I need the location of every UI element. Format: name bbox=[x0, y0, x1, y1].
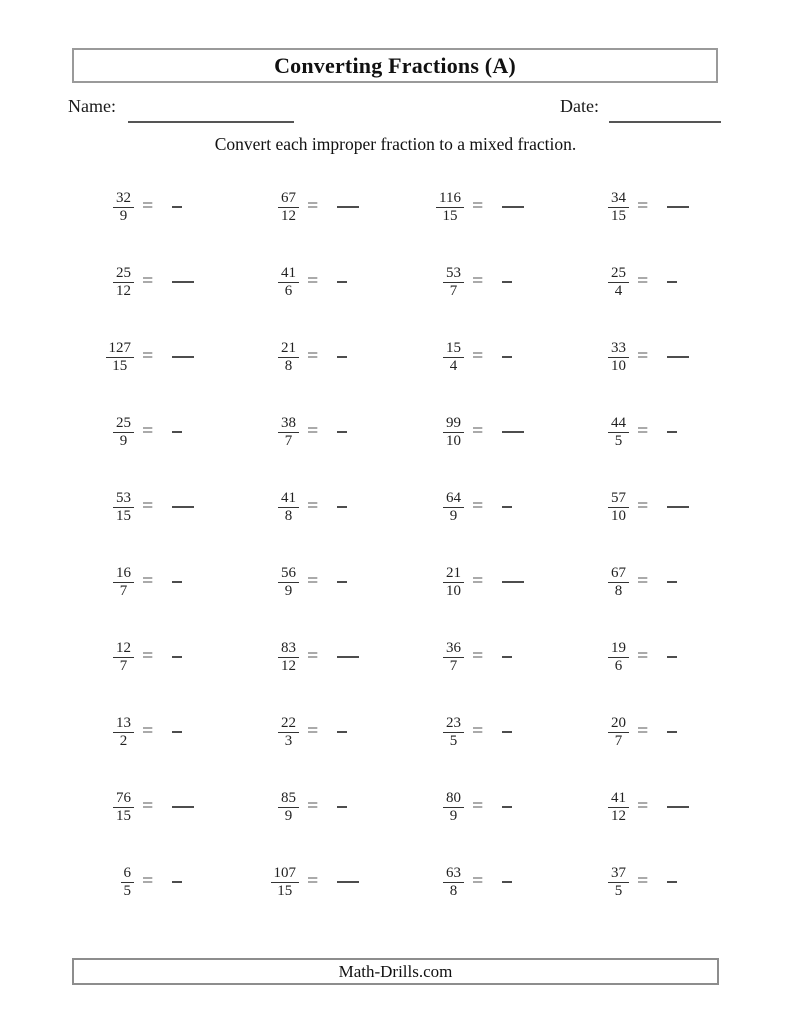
name-label: Name: bbox=[68, 96, 116, 116]
equals-sign: = bbox=[637, 270, 649, 292]
denominator: 5 bbox=[608, 432, 629, 450]
improper-fraction bbox=[243, 265, 299, 300]
numerator: 36 bbox=[446, 640, 461, 656]
answer-blank bbox=[502, 281, 512, 283]
fraction-problem bbox=[573, 395, 738, 470]
answer-blank bbox=[172, 656, 182, 658]
fraction-problem bbox=[408, 620, 573, 695]
fraction-problem bbox=[408, 245, 573, 320]
answer-blank bbox=[172, 356, 194, 358]
denominator: 15 bbox=[113, 507, 134, 525]
numerator: 99 bbox=[446, 415, 461, 431]
improper-fraction bbox=[408, 340, 464, 375]
denominator: 5 bbox=[121, 882, 135, 900]
equals-sign: = bbox=[472, 345, 484, 367]
equals-sign: = bbox=[307, 195, 319, 217]
denominator: 9 bbox=[113, 207, 134, 225]
equals-sign: = bbox=[307, 270, 319, 292]
denominator: 7 bbox=[113, 582, 134, 600]
name-date-row bbox=[0, 94, 791, 126]
equals-sign: = bbox=[637, 795, 649, 817]
equals-sign: = bbox=[142, 495, 154, 517]
equals-sign: = bbox=[472, 570, 484, 592]
equals-sign: = bbox=[472, 720, 484, 742]
numerator: 64 bbox=[446, 490, 461, 506]
equals-sign: = bbox=[307, 570, 319, 592]
fraction-problem bbox=[243, 545, 408, 620]
improper-fraction bbox=[408, 190, 464, 225]
fraction-problem bbox=[243, 620, 408, 695]
improper-fraction bbox=[78, 265, 134, 300]
denominator: 3 bbox=[278, 732, 299, 750]
fraction-problem bbox=[573, 620, 738, 695]
equals-sign: = bbox=[307, 420, 319, 442]
equals-sign: = bbox=[472, 795, 484, 817]
answer-blank bbox=[502, 581, 524, 583]
denominator: 9 bbox=[443, 807, 464, 825]
fraction-problem bbox=[78, 695, 243, 770]
answer-blank bbox=[337, 731, 347, 733]
fraction-problem bbox=[243, 845, 408, 920]
answer-blank bbox=[337, 431, 347, 433]
fraction-problem bbox=[78, 320, 243, 395]
equals-sign: = bbox=[142, 795, 154, 817]
answer-blank bbox=[337, 356, 347, 358]
numerator: 21 bbox=[281, 340, 296, 356]
numerator: 22 bbox=[281, 715, 296, 731]
answer-blank bbox=[337, 281, 347, 283]
equals-sign: = bbox=[142, 870, 154, 892]
improper-fraction bbox=[78, 490, 134, 525]
numerator: 38 bbox=[281, 415, 296, 431]
improper-fraction bbox=[408, 490, 464, 525]
numerator: 127 bbox=[108, 340, 131, 356]
equals-sign: = bbox=[142, 420, 154, 442]
answer-blank bbox=[502, 881, 512, 883]
answer-blank bbox=[172, 206, 182, 208]
equals-sign: = bbox=[307, 495, 319, 517]
answer-blank bbox=[667, 356, 689, 358]
denominator: 5 bbox=[443, 732, 464, 750]
improper-fraction bbox=[573, 715, 629, 750]
equals-sign: = bbox=[637, 645, 649, 667]
fraction-problem bbox=[408, 470, 573, 545]
numerator: 116 bbox=[439, 190, 461, 206]
numerator: 16 bbox=[116, 565, 131, 581]
numerator: 12 bbox=[116, 640, 131, 656]
fraction-problem bbox=[408, 845, 573, 920]
numerator: 32 bbox=[116, 190, 131, 206]
improper-fraction bbox=[573, 415, 629, 450]
improper-fraction bbox=[408, 865, 464, 900]
denominator: 10 bbox=[443, 582, 464, 600]
improper-fraction bbox=[78, 790, 134, 825]
denominator: 10 bbox=[608, 357, 629, 375]
title-box bbox=[72, 48, 718, 83]
denominator: 8 bbox=[608, 582, 629, 600]
numerator: 41 bbox=[281, 265, 296, 281]
denominator: 8 bbox=[443, 882, 464, 900]
improper-fraction bbox=[243, 790, 299, 825]
equals-sign: = bbox=[637, 420, 649, 442]
improper-fraction bbox=[573, 340, 629, 375]
improper-fraction bbox=[243, 640, 299, 675]
numerator: 25 bbox=[116, 265, 131, 281]
improper-fraction bbox=[573, 265, 629, 300]
equals-sign: = bbox=[637, 345, 649, 367]
answer-blank bbox=[337, 656, 359, 658]
denominator: 7 bbox=[443, 657, 464, 675]
fraction-problem bbox=[78, 620, 243, 695]
fraction-problem bbox=[573, 770, 738, 845]
answer-blank bbox=[502, 431, 524, 433]
answer-blank bbox=[337, 506, 347, 508]
numerator: 80 bbox=[446, 790, 461, 806]
fraction-problem bbox=[243, 320, 408, 395]
numerator: 107 bbox=[273, 865, 296, 881]
numerator: 23 bbox=[446, 715, 461, 731]
fraction-problem bbox=[408, 395, 573, 470]
improper-fraction bbox=[573, 565, 629, 600]
fraction-problem bbox=[408, 170, 573, 245]
improper-fraction bbox=[408, 565, 464, 600]
fraction-problem bbox=[78, 845, 243, 920]
improper-fraction bbox=[408, 715, 464, 750]
fraction-problem bbox=[243, 245, 408, 320]
equals-sign: = bbox=[142, 195, 154, 217]
answer-blank bbox=[337, 806, 347, 808]
denominator: 4 bbox=[443, 357, 464, 375]
answer-blank bbox=[172, 281, 194, 283]
answer-blank bbox=[667, 806, 689, 808]
equals-sign: = bbox=[637, 495, 649, 517]
fraction-problem bbox=[243, 770, 408, 845]
numerator: 33 bbox=[611, 340, 626, 356]
equals-sign: = bbox=[637, 570, 649, 592]
improper-fraction bbox=[573, 790, 629, 825]
fraction-problem bbox=[243, 395, 408, 470]
improper-fraction bbox=[243, 715, 299, 750]
answer-blank bbox=[172, 806, 194, 808]
fraction-problem bbox=[78, 245, 243, 320]
instruction-text: Convert each improper fraction to a mixed fraction. bbox=[214, 134, 577, 154]
denominator: 15 bbox=[271, 882, 300, 900]
answer-blank bbox=[502, 506, 512, 508]
improper-fraction bbox=[408, 415, 464, 450]
answer-blank bbox=[337, 581, 347, 583]
fraction-problem bbox=[243, 170, 408, 245]
name-blank-line bbox=[128, 121, 294, 123]
numerator: 44 bbox=[611, 415, 626, 431]
numerator: 6 bbox=[123, 865, 131, 881]
improper-fraction bbox=[408, 265, 464, 300]
fraction-problem bbox=[243, 470, 408, 545]
answer-blank bbox=[667, 731, 677, 733]
numerator: 19 bbox=[611, 640, 626, 656]
equals-sign: = bbox=[637, 720, 649, 742]
footer-brand: Math-Drills.com bbox=[338, 961, 453, 981]
answer-blank bbox=[667, 431, 677, 433]
numerator: 63 bbox=[446, 865, 461, 881]
numerator: 20 bbox=[611, 715, 626, 731]
improper-fraction bbox=[408, 790, 464, 825]
numerator: 67 bbox=[611, 565, 626, 581]
date-blank-line bbox=[609, 121, 721, 123]
denominator: 7 bbox=[113, 657, 134, 675]
fraction-problem bbox=[573, 470, 738, 545]
denominator: 4 bbox=[608, 282, 629, 300]
equals-sign: = bbox=[142, 270, 154, 292]
denominator: 12 bbox=[278, 657, 299, 675]
improper-fraction bbox=[78, 715, 134, 750]
answer-blank bbox=[172, 506, 194, 508]
fraction-problem bbox=[78, 170, 243, 245]
numerator: 13 bbox=[116, 715, 131, 731]
equals-sign: = bbox=[307, 645, 319, 667]
footer-box bbox=[72, 958, 719, 985]
answer-blank bbox=[337, 881, 359, 883]
numerator: 15 bbox=[446, 340, 461, 356]
fraction-problem bbox=[408, 770, 573, 845]
numerator: 41 bbox=[611, 790, 626, 806]
equals-sign: = bbox=[307, 795, 319, 817]
answer-blank bbox=[667, 581, 677, 583]
fraction-problem bbox=[573, 695, 738, 770]
answer-blank bbox=[667, 656, 677, 658]
denominator: 6 bbox=[278, 282, 299, 300]
fraction-problem bbox=[573, 545, 738, 620]
denominator: 8 bbox=[278, 357, 299, 375]
answer-blank bbox=[172, 731, 182, 733]
equals-sign: = bbox=[142, 720, 154, 742]
improper-fraction bbox=[243, 490, 299, 525]
improper-fraction bbox=[573, 865, 629, 900]
fraction-problem bbox=[573, 845, 738, 920]
fraction-problem bbox=[78, 770, 243, 845]
equals-sign: = bbox=[637, 870, 649, 892]
answer-blank bbox=[172, 431, 182, 433]
denominator: 5 bbox=[608, 882, 629, 900]
fraction-problem bbox=[78, 395, 243, 470]
numerator: 85 bbox=[281, 790, 296, 806]
improper-fraction bbox=[573, 640, 629, 675]
answer-blank bbox=[667, 506, 689, 508]
numerator: 25 bbox=[611, 265, 626, 281]
equals-sign: = bbox=[637, 195, 649, 217]
answer-blank bbox=[337, 206, 359, 208]
improper-fraction bbox=[243, 340, 299, 375]
equals-sign: = bbox=[307, 870, 319, 892]
denominator: 2 bbox=[113, 732, 134, 750]
fraction-problem bbox=[573, 320, 738, 395]
equals-sign: = bbox=[472, 495, 484, 517]
denominator: 12 bbox=[278, 207, 299, 225]
fraction-problem bbox=[243, 695, 408, 770]
denominator: 7 bbox=[443, 282, 464, 300]
answer-blank bbox=[502, 656, 512, 658]
answer-blank bbox=[172, 881, 182, 883]
fraction-problem bbox=[408, 695, 573, 770]
fraction-problem bbox=[573, 245, 738, 320]
numerator: 21 bbox=[446, 565, 461, 581]
numerator: 83 bbox=[281, 640, 296, 656]
denominator: 9 bbox=[443, 507, 464, 525]
equals-sign: = bbox=[472, 270, 484, 292]
answer-blank bbox=[502, 356, 512, 358]
improper-fraction bbox=[78, 415, 134, 450]
numerator: 25 bbox=[116, 415, 131, 431]
equals-sign: = bbox=[307, 345, 319, 367]
denominator: 12 bbox=[113, 282, 134, 300]
numerator: 37 bbox=[611, 865, 626, 881]
numerator: 76 bbox=[116, 790, 131, 806]
answer-blank bbox=[667, 881, 677, 883]
denominator: 9 bbox=[278, 807, 299, 825]
denominator: 15 bbox=[106, 357, 135, 375]
improper-fraction bbox=[243, 865, 299, 900]
numerator: 34 bbox=[611, 190, 626, 206]
improper-fraction bbox=[243, 565, 299, 600]
answer-blank bbox=[667, 206, 689, 208]
numerator: 53 bbox=[116, 490, 131, 506]
equals-sign: = bbox=[472, 420, 484, 442]
improper-fraction bbox=[78, 865, 134, 900]
answer-blank bbox=[502, 731, 512, 733]
answer-blank bbox=[502, 806, 512, 808]
numerator: 41 bbox=[281, 490, 296, 506]
denominator: 12 bbox=[608, 807, 629, 825]
numerator: 56 bbox=[281, 565, 296, 581]
denominator: 9 bbox=[113, 432, 134, 450]
denominator: 9 bbox=[278, 582, 299, 600]
numerator: 67 bbox=[281, 190, 296, 206]
page-title: Converting Fractions (A) bbox=[274, 52, 516, 78]
denominator: 10 bbox=[443, 432, 464, 450]
denominator: 8 bbox=[278, 507, 299, 525]
improper-fraction bbox=[78, 640, 134, 675]
improper-fraction bbox=[408, 640, 464, 675]
denominator: 7 bbox=[608, 732, 629, 750]
equals-sign: = bbox=[142, 345, 154, 367]
answer-blank bbox=[502, 206, 524, 208]
equals-sign: = bbox=[307, 720, 319, 742]
answer-blank bbox=[667, 281, 677, 283]
improper-fraction bbox=[573, 490, 629, 525]
denominator: 15 bbox=[113, 807, 134, 825]
denominator: 10 bbox=[608, 507, 629, 525]
improper-fraction bbox=[78, 340, 134, 375]
denominator: 7 bbox=[278, 432, 299, 450]
fraction-problem bbox=[408, 545, 573, 620]
improper-fraction bbox=[573, 190, 629, 225]
equals-sign: = bbox=[472, 195, 484, 217]
equals-sign: = bbox=[142, 645, 154, 667]
fraction-problem bbox=[408, 320, 573, 395]
denominator: 15 bbox=[436, 207, 464, 225]
equals-sign: = bbox=[142, 570, 154, 592]
numerator: 53 bbox=[446, 265, 461, 281]
denominator: 6 bbox=[608, 657, 629, 675]
numerator: 57 bbox=[611, 490, 626, 506]
answer-blank bbox=[172, 581, 182, 583]
improper-fraction bbox=[243, 190, 299, 225]
fraction-problem bbox=[573, 170, 738, 245]
denominator: 15 bbox=[608, 207, 629, 225]
improper-fraction bbox=[78, 565, 134, 600]
improper-fraction bbox=[78, 190, 134, 225]
improper-fraction bbox=[243, 415, 299, 450]
equals-sign: = bbox=[472, 870, 484, 892]
date-label: Date: bbox=[560, 96, 599, 116]
fraction-problem bbox=[78, 470, 243, 545]
fraction-problem bbox=[78, 545, 243, 620]
equals-sign: = bbox=[472, 645, 484, 667]
problems-grid bbox=[78, 170, 738, 920]
